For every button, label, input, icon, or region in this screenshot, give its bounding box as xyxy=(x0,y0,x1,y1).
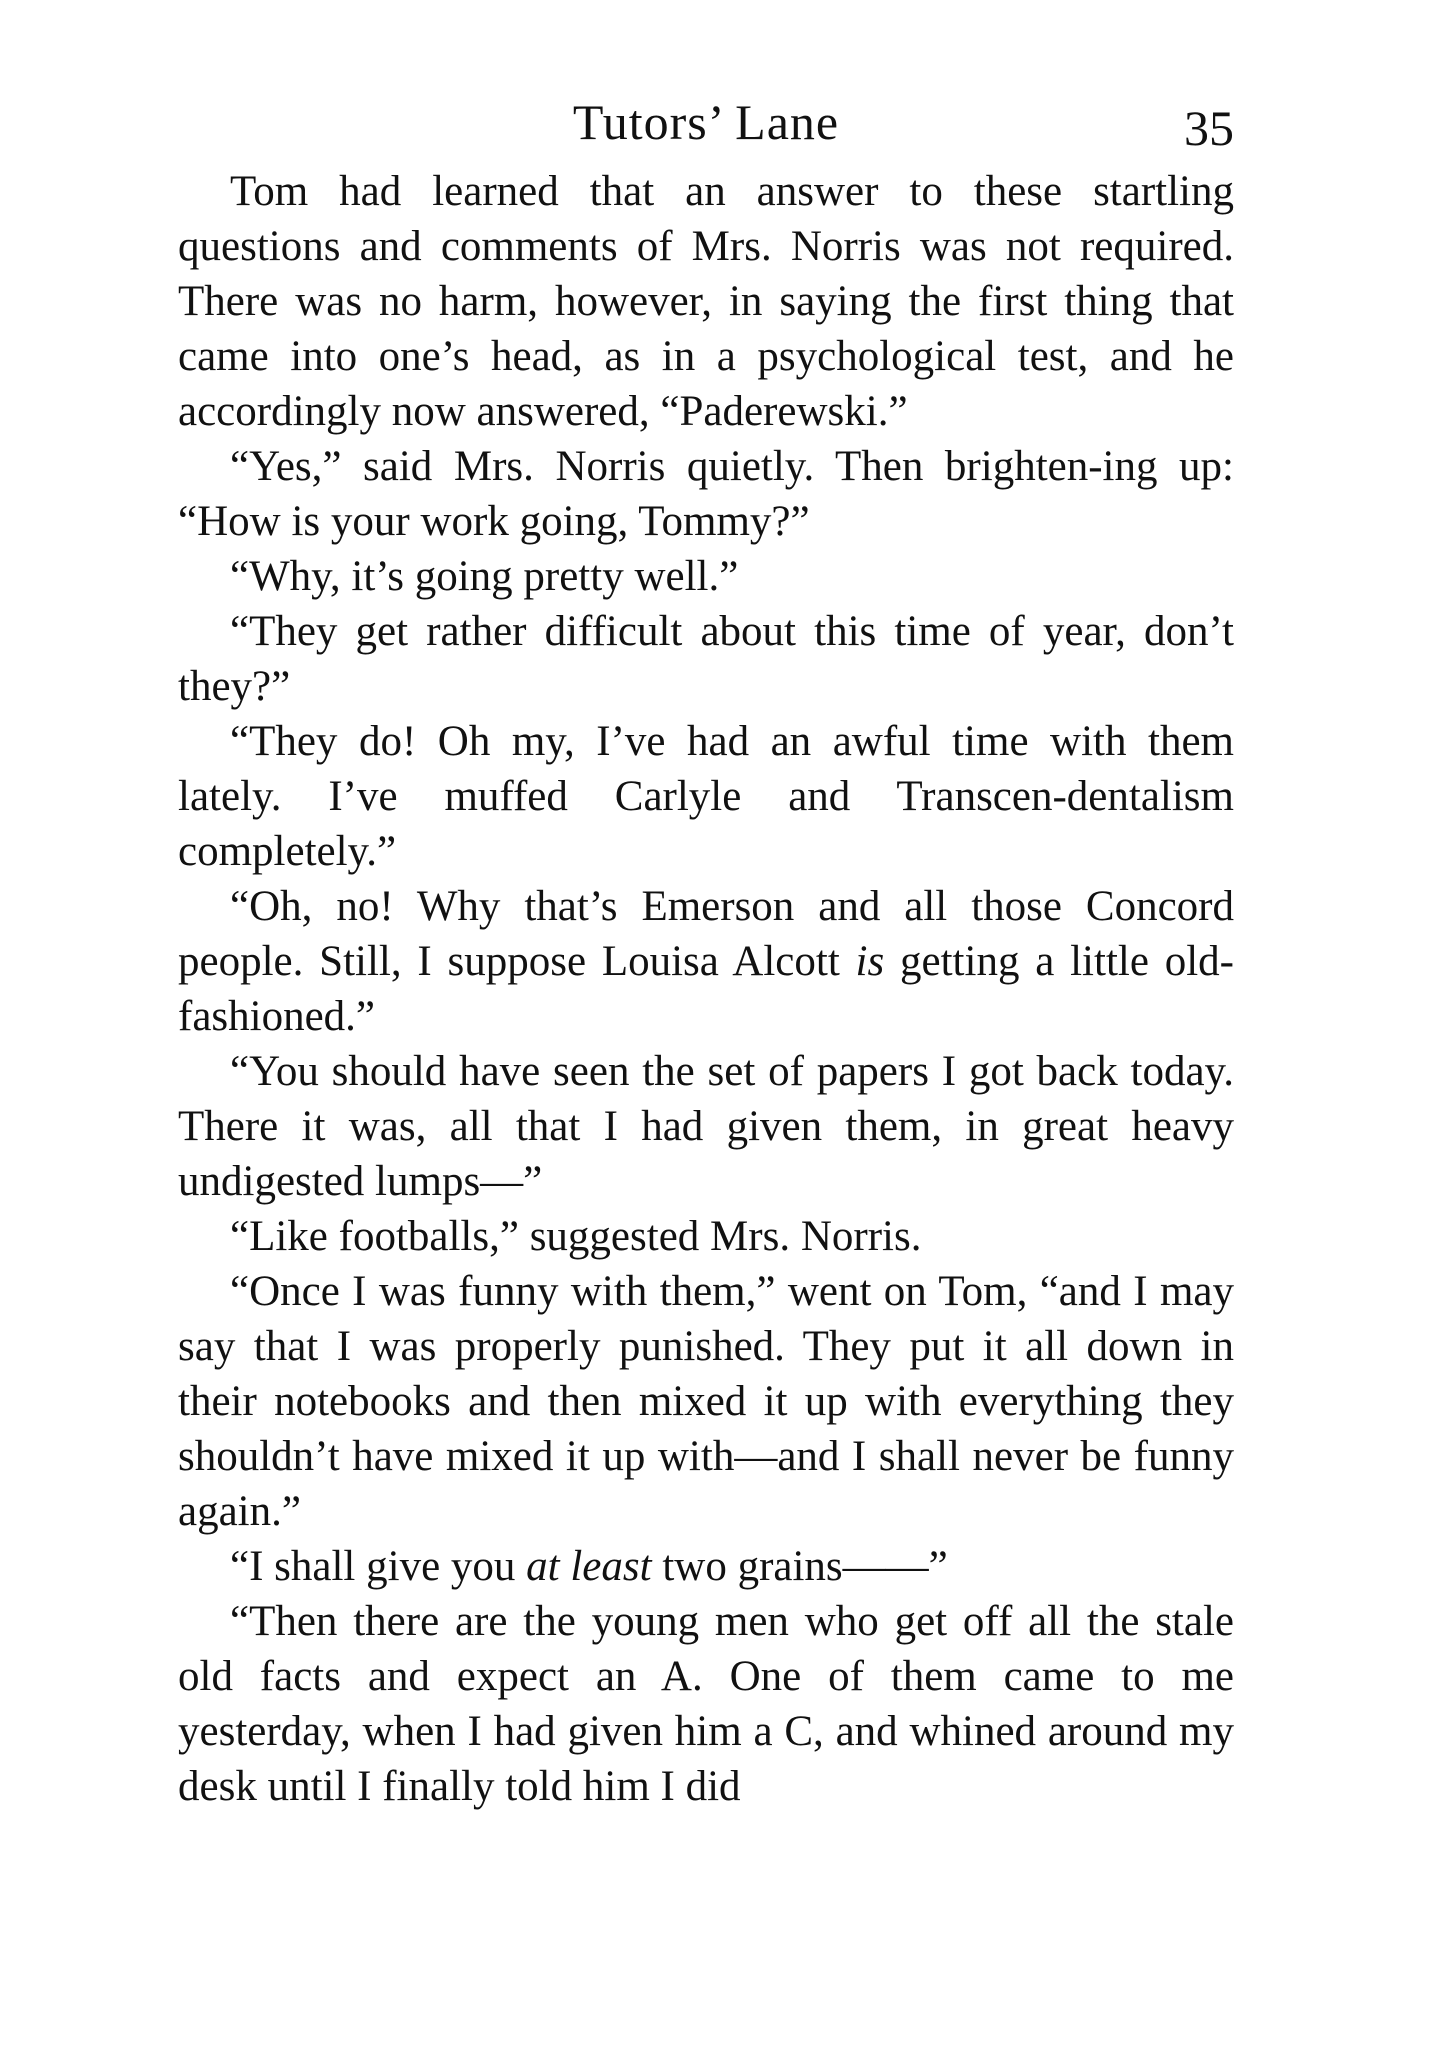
paragraph: “Why, it’s going pretty well.” xyxy=(230,553,739,600)
italic-emphasis: is xyxy=(855,938,885,985)
paragraph: “Once I was funny with them,” went on Tom, “and I may say that I was properly punished. They put it all down in their notebooks and then mixed it up with everything they shouldn’t have mixed it up with—and I shall never be funny again.” xyxy=(178,1268,1234,1535)
italic-emphasis: at least xyxy=(526,1543,652,1590)
paragraph: “Then there are the young men who get off all the stale old facts and expect an A. One of them came to me yesterday, when I had given him a C, and whined around my desk until I finally told him I did xyxy=(178,1598,1234,1810)
paragraph xyxy=(178,1539,1234,1594)
text-run: two grains——” xyxy=(651,1543,948,1590)
paragraph: “They get rather difficult about this time of year, don’t they?” xyxy=(178,608,1234,710)
page-header xyxy=(178,92,1234,162)
page-number: 35 xyxy=(1184,100,1234,156)
body-text xyxy=(178,164,1234,1814)
paragraph: Tom had learned that an answer to these startling questions and comments of Mrs. Norris was not required. There was no harm, however, in saying the first thing that came into one’s head, as in a psychological test, and he accordingly now answered, “Paderewski.” xyxy=(178,168,1234,435)
text-run: “Oh, no! Why that’s Emerson and all those Concord people. Still, I suppose Louisa Alcott xyxy=(178,883,1234,985)
text-run: “I shall give you xyxy=(230,1543,527,1590)
paragraph: “Yes,” said Mrs. Norris quietly. Then brighten-ing up: “How is your work going, Tommy?” xyxy=(178,443,1234,545)
paragraph: “You should have seen the set of papers I got back today. There it was, all that I had given them, in great heavy undigested lumps—” xyxy=(178,1048,1234,1205)
paragraph xyxy=(178,879,1234,1044)
text-run: getting a little old-fashioned.” xyxy=(178,938,1234,1040)
paragraph: “Like footballs,” suggested Mrs. Norris. xyxy=(230,1213,922,1260)
paragraph: “They do! Oh my, I’ve had an awful time with them lately. I’ve muffed Carlyle and Transcen-dentalism completely.” xyxy=(178,718,1234,875)
running-title: Tutors’ Lane xyxy=(572,94,840,150)
